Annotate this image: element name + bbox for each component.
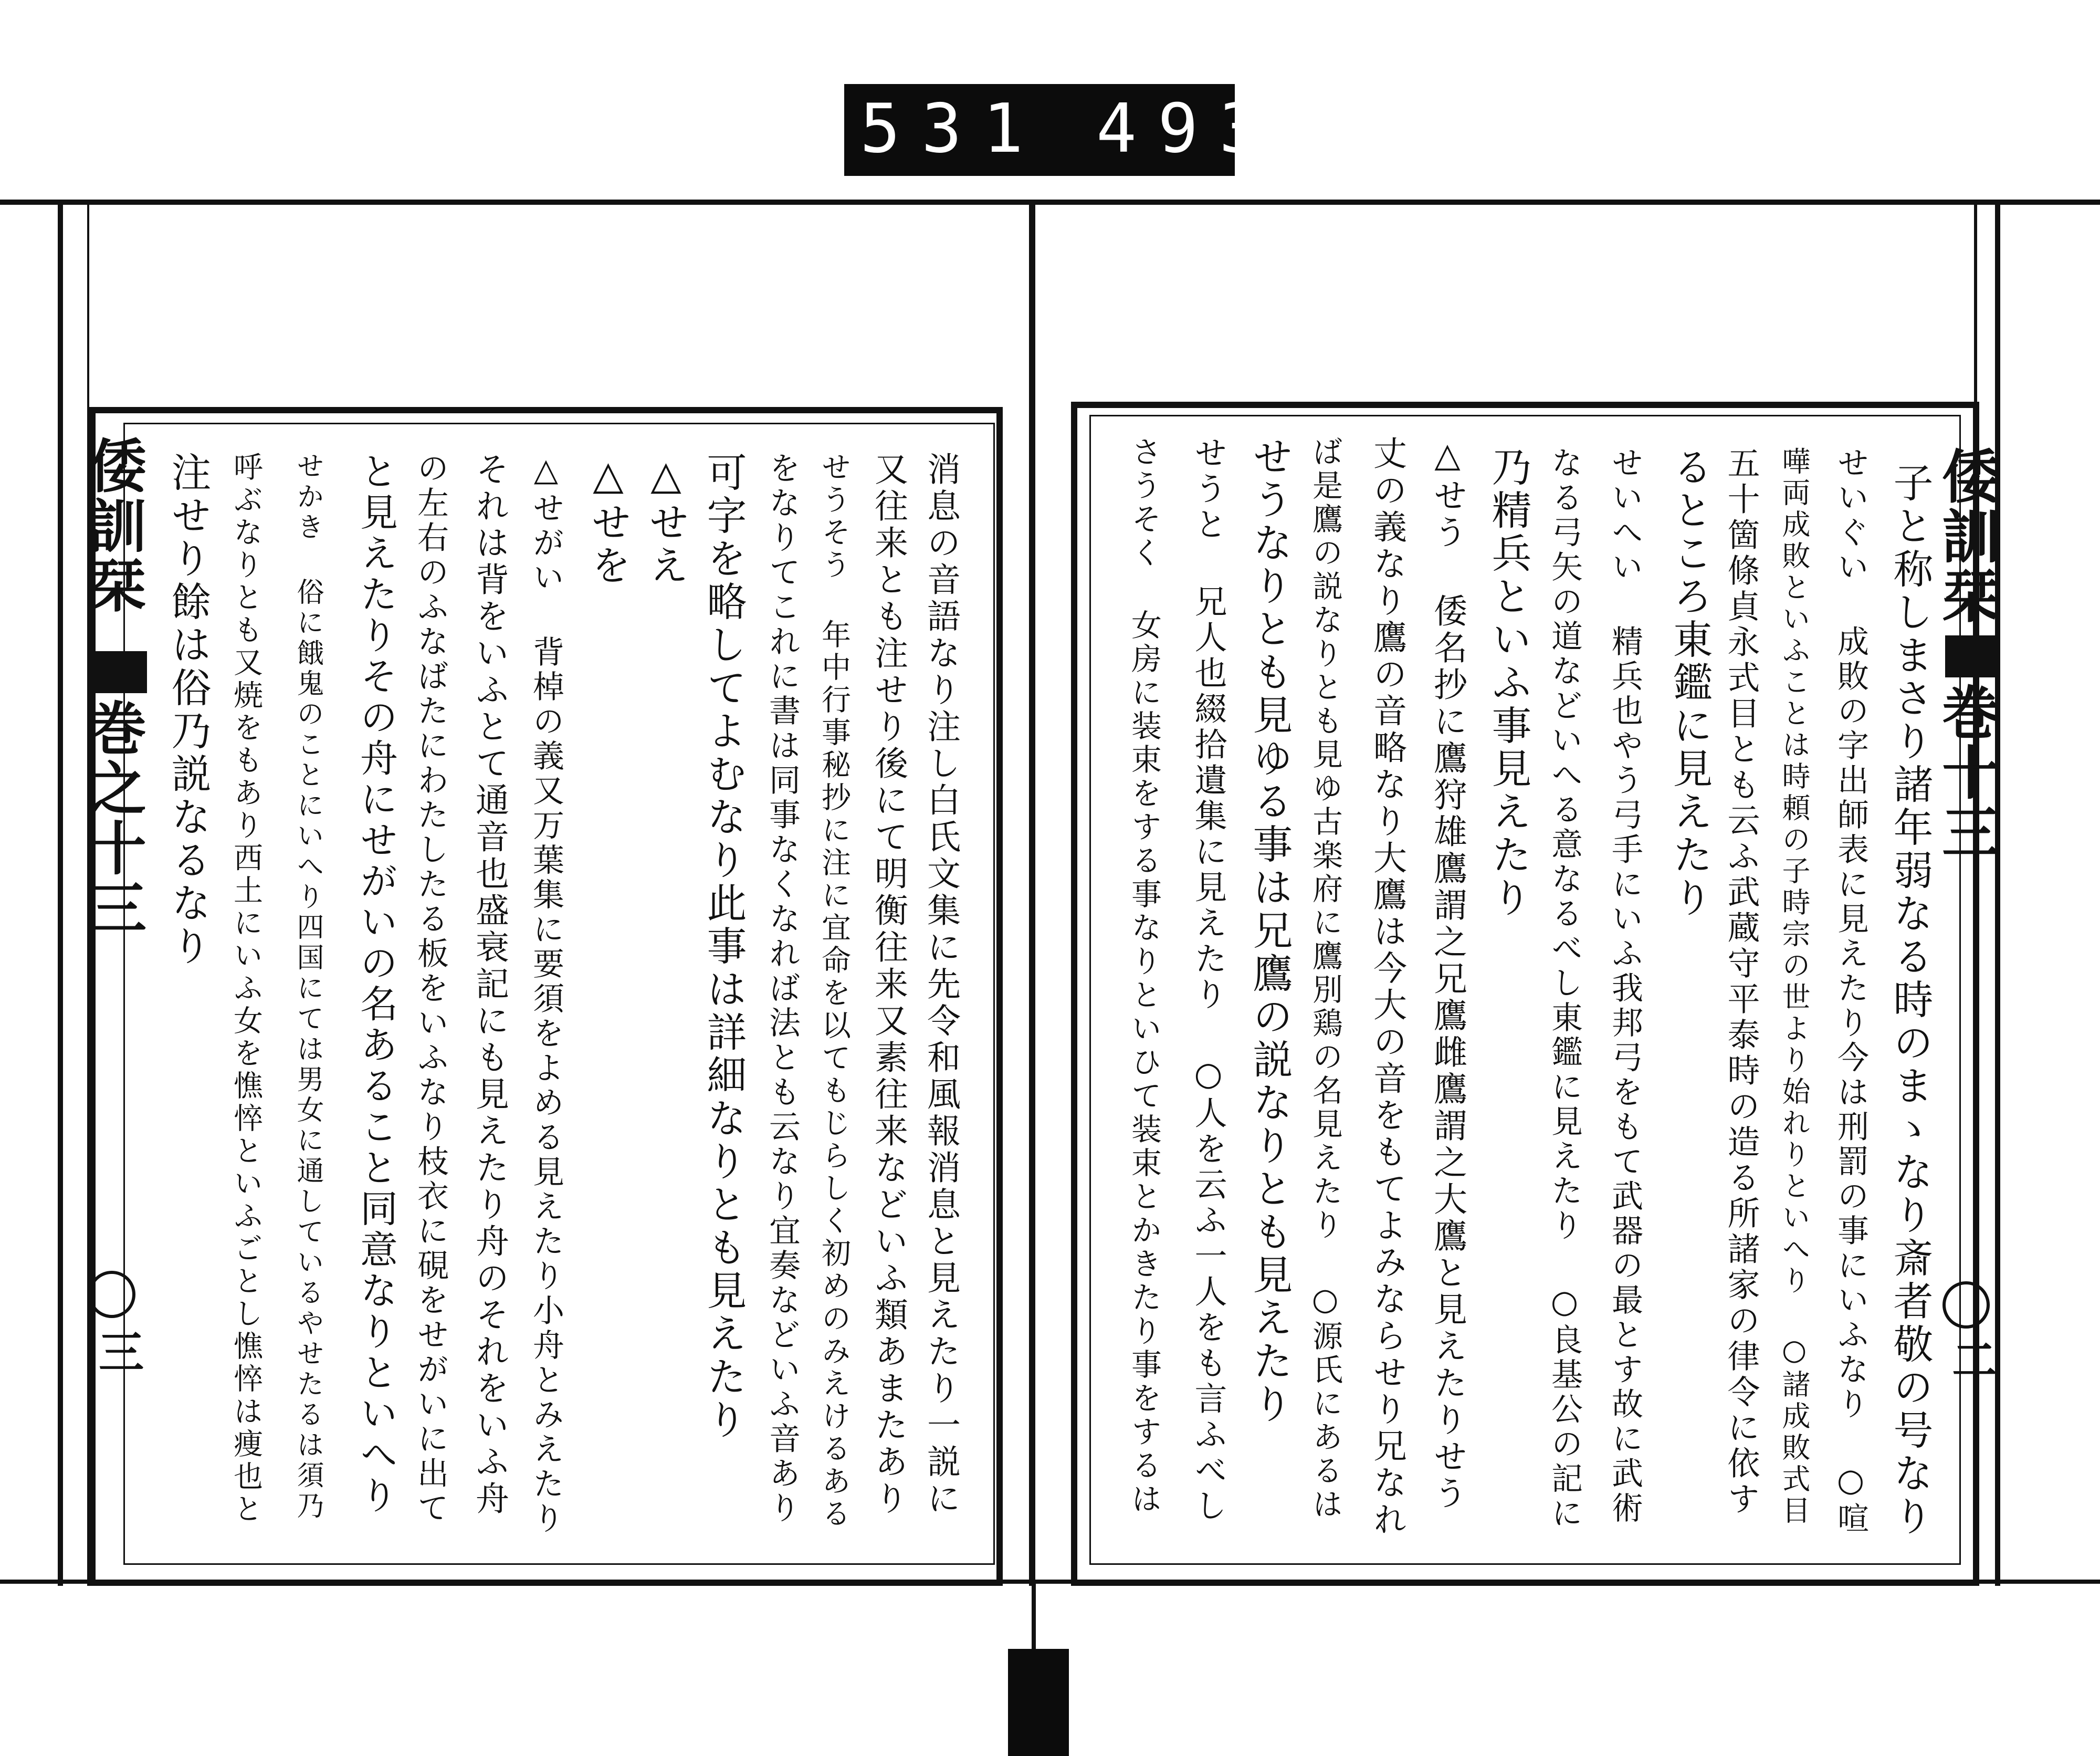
text-column: 嘩両成敗といふことは時頼の子時宗の世より始れりといへり ○諸成敗式目	[1778, 446, 1811, 1527]
text-column: 子と称しまさり諸年弱なる時のまゝなり斎者敬の号なり	[1887, 462, 1934, 1539]
book-gutter	[1029, 200, 1035, 1586]
text-column: るところ東鑑に見えたり	[1666, 446, 1713, 920]
text-column: の左右のふなばたにわたしたる板をいふなり枝衣に硯をせがいに出て	[412, 452, 449, 1526]
text-column: △せを	[585, 452, 632, 588]
spread-top-edge	[0, 200, 2100, 205]
text-column: △せがい 背棹の義又万葉集に要須をよめる見えたり小舟とみえたり	[528, 452, 564, 1537]
text-column: 丈の義なり鷹の音略なり大鷹は今大の音をもてよみならせり兄なれ	[1368, 436, 1406, 1539]
text-column: 可字を略してよむなり此事は詳細なりとも見えたり	[700, 452, 747, 1442]
call-number-first: 531	[860, 90, 1045, 168]
text-column: せいへい 精兵也やう弓手にいふ我邦弓をもて武器の最とす故に武術	[1606, 446, 1643, 1526]
text-column: せいぐい 成敗の字出師表に見えたり今は刑罰の事にいふなり ○喧	[1832, 446, 1869, 1537]
binding-tab	[1008, 1649, 1069, 1756]
left-hashira-band	[94, 651, 147, 693]
left-hashira-title: 倭訓栞	[79, 436, 147, 615]
text-column: さうそく 女房に装束をする事なりといひて装束とかきたり事をするは	[1126, 436, 1162, 1517]
text-column: せかき 俗に餓鬼のことにいへり四国にては男女に通しているやせたるは須乃	[292, 452, 323, 1522]
text-column: をなりてこれに書は同事なくなれば法とも云なり宜奏などいふ音あり	[764, 452, 801, 1526]
text-column: せうと 兄人也綴拾遺集に見えたり ○人を云ふ一人をも言ふべし	[1189, 436, 1227, 1524]
text-column: 呼ぶなりとも又焼をもあり西土にいふ女を憔悴といふごとし憔悴は痩也と	[229, 452, 263, 1526]
left-folio-circle-icon	[88, 1271, 135, 1318]
text-column: なる弓矢の道などいへる意なるべし東鑑に見えたり ○良基公の記に	[1546, 446, 1583, 1531]
right-hashira-title: 倭訓栞	[1933, 446, 2000, 626]
call-number-label	[844, 84, 1342, 176]
right-hashira-volume: 巻十三	[1933, 683, 2000, 862]
right-folio-circle-icon	[1942, 1281, 1990, 1329]
text-column: 消息の音語なり注し白氏文集に先令和風報消息と見えたり一説に	[921, 452, 960, 1518]
text-column: 注せり餘は俗乃説なるなり	[165, 452, 212, 968]
text-column: せうなりとも見ゆる事は兄鷹の説なりとも見えたり	[1246, 436, 1293, 1426]
left-folio-number: 三	[91, 1329, 144, 1374]
text-column: 又往来とも注せり後にて明衡往来又素往来などいふ類あまたあり	[869, 452, 908, 1518]
right-hashira-band	[1945, 635, 1998, 677]
left-hashira-volume: 巻之十三	[79, 698, 147, 938]
binding-string	[1032, 1581, 1036, 1654]
text-column: ば是鷹の説なりとも見ゆ古楽府に鷹別鶏の名見えたり ○源氏にあるは	[1307, 436, 1343, 1522]
text-column: それは背をいふとて通音也盛衰記にも見えたり舟のそれをいふ舟	[470, 452, 509, 1518]
text-column: △せえ	[643, 452, 689, 588]
right-folio-number: 二	[1944, 1336, 1997, 1382]
text-column: △せう 倭名抄に鷹狩雄鷹謂之兄鷹雌鷹謂之大鷹と見えたりせう	[1428, 436, 1467, 1512]
text-column: 五十箇條貞永式目とも云ふ武蔵守平泰時の造る所諸家の律令に依す	[1722, 446, 1760, 1518]
call-number-second: 493.	[1096, 90, 1342, 168]
text-column: せうそう 年中行事秘抄に注に宜命を以てもじらしく初めのみえけるある	[817, 452, 851, 1531]
text-column: と見えたりその舟にせがいの名あること同意なりといへり	[354, 452, 398, 1517]
text-column: 乃精兵といふ事見えたり	[1485, 446, 1532, 920]
